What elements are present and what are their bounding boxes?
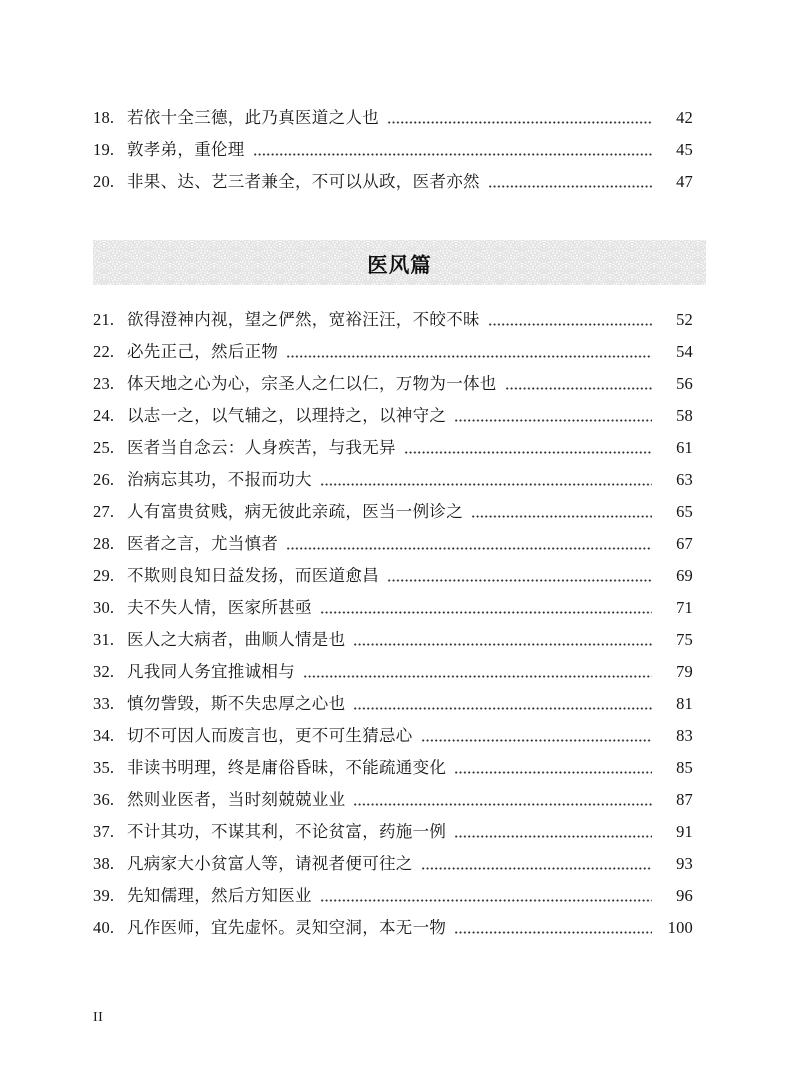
toc-dot-leader xyxy=(321,608,652,617)
toc-entry-page-number: 96 xyxy=(676,886,693,905)
toc-dot-leader xyxy=(287,352,652,361)
toc-entry-page-number: 93 xyxy=(676,854,693,873)
toc-entry-title[interactable]: 体天地之心为心，宗圣人之仁以仁，万物为一体也 xyxy=(127,374,497,393)
toc-entry-row[interactable] xyxy=(93,136,693,168)
toc-dot-leader xyxy=(254,150,652,159)
toc-entry-page-number: 67 xyxy=(676,534,693,553)
toc-entry-number: 35. xyxy=(93,758,115,777)
toc-entry-page-number: 83 xyxy=(676,726,693,745)
toc-entry-title[interactable]: 不计其功，不谋其利，不论贫富，药施一例 xyxy=(127,822,447,841)
toc-entry-row[interactable] xyxy=(93,626,693,658)
toc-entry-number: 26. xyxy=(93,470,115,489)
toc-dot-leader xyxy=(455,832,652,841)
toc-entry-number: 23. xyxy=(93,374,115,393)
toc-entry-number: 30. xyxy=(93,598,115,617)
toc-entry-number: 19. xyxy=(93,140,115,159)
toc-entry-number: 25. xyxy=(93,438,115,457)
toc-dot-leader xyxy=(388,576,652,585)
toc-entry-page-number: 65 xyxy=(676,502,693,521)
toc-dot-leader xyxy=(304,672,652,681)
toc-entry-number: 20. xyxy=(93,172,115,191)
toc-dot-leader xyxy=(422,736,652,745)
toc-entry-page-number: 42 xyxy=(676,108,693,127)
toc-dot-leader xyxy=(455,928,652,937)
toc-entry-row[interactable] xyxy=(93,402,693,434)
toc-entry-number: 36. xyxy=(93,790,115,809)
toc-dot-leader xyxy=(455,416,652,425)
toc-entry-page-number: 63 xyxy=(676,470,693,489)
toc-entry-number: 32. xyxy=(93,662,115,681)
toc-entry-title[interactable]: 夫不失人情，医家所甚亟 xyxy=(127,598,312,617)
toc-entry-number: 40. xyxy=(93,918,115,937)
toc-entry-number: 39. xyxy=(93,886,115,905)
toc-dot-leader xyxy=(321,896,652,905)
toc-dot-leader xyxy=(489,182,652,191)
toc-entry-title[interactable]: 然则业医者，当时刻兢兢业业 xyxy=(127,790,346,809)
toc-entry-page-number: 87 xyxy=(676,790,693,809)
toc-entry-row[interactable] xyxy=(93,466,693,498)
toc-group-lower xyxy=(93,306,693,946)
toc-entry-number: 37. xyxy=(93,822,115,841)
toc-entry-row[interactable] xyxy=(93,104,693,136)
toc-dot-leader xyxy=(422,864,652,873)
toc-entry-row[interactable] xyxy=(93,562,693,594)
toc-entry-title[interactable]: 凡作医师，宜先虚怀。灵知空洞，本无一物 xyxy=(127,918,447,937)
toc-entry-title[interactable]: 非读书明理，终是庸俗昏昧，不能疏通变化 xyxy=(127,758,447,777)
toc-entry-page-number: 71 xyxy=(676,598,693,617)
toc-group-upper xyxy=(93,104,693,200)
toc-entry-number: 21. xyxy=(93,310,115,329)
page-folio: II xyxy=(93,1010,104,1025)
toc-entry-page-number: 79 xyxy=(676,662,693,681)
toc-entry-title[interactable]: 不欺则良知日益发扬，而医道愈昌 xyxy=(127,566,379,585)
toc-entry-row[interactable] xyxy=(93,722,693,754)
toc-entry-page-number: 54 xyxy=(676,342,693,361)
toc-entry-row[interactable] xyxy=(93,914,693,946)
toc-entry-number: 34. xyxy=(93,726,115,745)
toc-entry-title[interactable]: 必先正己，然后正物 xyxy=(127,342,279,361)
toc-entry-title[interactable]: 非果、达、艺三者兼全，不可以从政，医者亦然 xyxy=(127,172,480,191)
toc-entry-title[interactable]: 医人之大病者，曲顺人情是也 xyxy=(127,630,346,649)
toc-entry-row[interactable] xyxy=(93,306,693,338)
toc-entry-page-number: 75 xyxy=(676,630,693,649)
toc-entry-title[interactable]: 医者当自念云：人身疾苦，与我无异 xyxy=(127,438,396,457)
toc-entry-title[interactable]: 先知儒理，然后方知医业 xyxy=(127,886,312,905)
toc-dot-leader xyxy=(506,384,652,393)
toc-entry-row[interactable] xyxy=(93,338,693,370)
toc-entry-page-number: 100 xyxy=(667,918,693,937)
toc-entry-number: 28. xyxy=(93,534,115,553)
toc-entry-page-number: 91 xyxy=(676,822,693,841)
toc-entry-title[interactable]: 凡病家大小贫富人等，请视者便可往之 xyxy=(127,854,413,873)
toc-dot-leader xyxy=(455,768,652,777)
section-banner-label: 医风篇 xyxy=(367,252,432,277)
toc-dot-leader xyxy=(354,640,652,649)
toc-entry-page-number: 52 xyxy=(676,310,693,329)
toc-entry-number: 38. xyxy=(93,854,115,873)
toc-entry-row[interactable] xyxy=(93,370,693,402)
toc-entry-number: 24. xyxy=(93,406,115,425)
toc-entry-page-number: 61 xyxy=(676,438,693,457)
toc-entry-number: 27. xyxy=(93,502,115,521)
toc-entry-page-number: 81 xyxy=(676,694,693,713)
toc-dot-leader xyxy=(472,512,652,521)
toc-entry-title[interactable]: 以志一之，以气辅之，以理持之，以神守之 xyxy=(127,406,447,425)
toc-entry-page-number: 85 xyxy=(676,758,693,777)
toc-dot-leader xyxy=(354,800,652,809)
toc-entry-page-number: 45 xyxy=(676,140,693,159)
toc-entry-row[interactable] xyxy=(93,786,693,818)
toc-entry-title[interactable]: 敦孝弟，重伦理 xyxy=(127,140,245,159)
toc-entry-row[interactable] xyxy=(93,690,693,722)
toc-entry-page-number: 69 xyxy=(676,566,693,585)
toc-entry-title[interactable]: 欲得澄神内视，望之俨然，宽裕汪汪，不皎不昧 xyxy=(127,310,480,329)
toc-dot-leader xyxy=(405,448,652,457)
toc-entry-page-number: 56 xyxy=(676,374,693,393)
toc-entry-page-number: 47 xyxy=(676,172,693,191)
toc-entry-number: 22. xyxy=(93,342,115,361)
toc-dot-leader xyxy=(489,320,652,329)
toc-entry-row[interactable] xyxy=(93,498,693,530)
toc-entry-title[interactable]: 凡我同人务宜推诚相与 xyxy=(127,662,295,681)
toc-entry-title[interactable]: 若依十全三德，此乃真医道之人也 xyxy=(127,108,379,127)
toc-entry-row[interactable] xyxy=(93,818,693,850)
toc-entry-title[interactable]: 人有富贵贫贱，病无彼此亲疏，医当一例诊之 xyxy=(127,502,463,521)
section-banner xyxy=(93,240,706,285)
toc-entry-number: 31. xyxy=(93,630,115,649)
toc-entry-row[interactable] xyxy=(93,882,693,914)
toc-entry-number: 29. xyxy=(93,566,115,585)
toc-dot-leader xyxy=(354,704,652,713)
toc-entry-row[interactable] xyxy=(93,434,693,466)
toc-entry-number: 18. xyxy=(93,108,115,127)
toc-dot-leader xyxy=(287,544,652,553)
toc-entry-page-number: 58 xyxy=(676,406,693,425)
toc-dot-leader xyxy=(321,480,652,489)
toc-dot-leader xyxy=(388,118,652,127)
toc-entry-number: 33. xyxy=(93,694,115,713)
toc-entry-title[interactable]: 医者之言，尤当慎者 xyxy=(127,534,279,553)
toc-entry-title[interactable]: 治病忘其功，不报而功大 xyxy=(127,470,312,489)
toc-entry-row[interactable] xyxy=(93,168,693,200)
toc-entry-title[interactable]: 切不可因人而废言也，更不可生猜忌心 xyxy=(127,726,413,745)
toc-entry-row[interactable] xyxy=(93,850,693,882)
toc-entry-row[interactable] xyxy=(93,530,693,562)
toc-entry-row[interactable] xyxy=(93,754,693,786)
toc-entry-row[interactable] xyxy=(93,594,693,626)
toc-entry-title[interactable]: 慎勿訾毁，斯不失忠厚之心也 xyxy=(127,694,346,713)
toc-entry-row[interactable] xyxy=(93,658,693,690)
